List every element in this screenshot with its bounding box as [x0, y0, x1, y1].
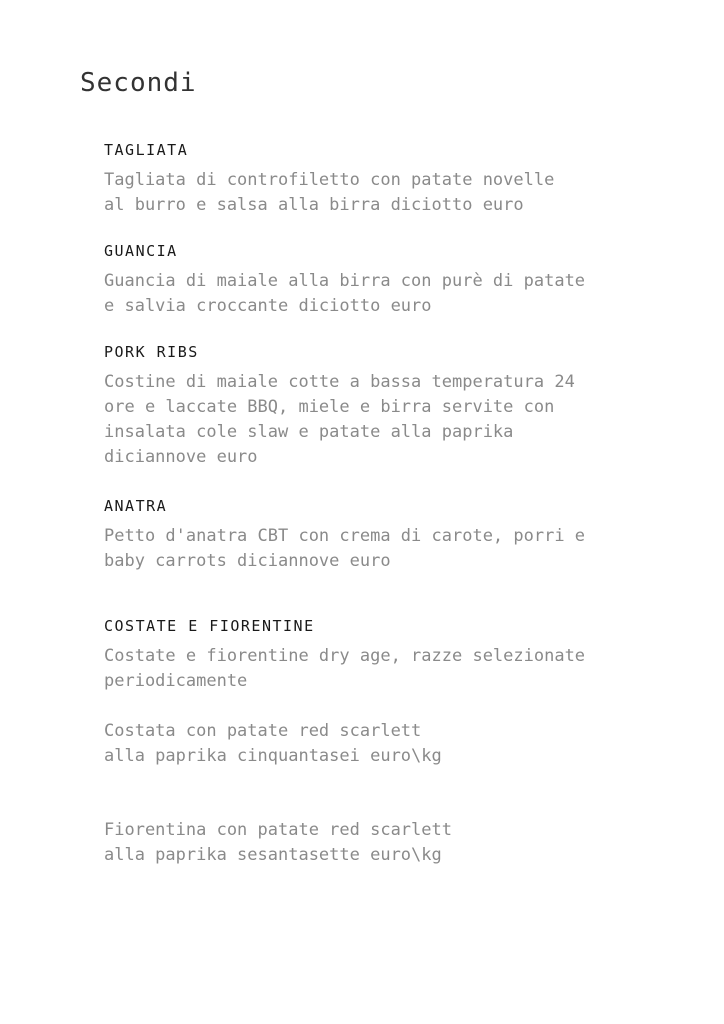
- menu-item-pork-ribs: [104, 342, 704, 470]
- menu-item-description: [104, 719, 704, 769]
- menu-item-name: TAGLIATA: [104, 141, 189, 159]
- menu-item-tagliata: [104, 140, 704, 218]
- description-line: al burro e salsa alla birra diciotto euro: [104, 195, 524, 215]
- menu-item-costate-e-fiorentine: [104, 616, 704, 694]
- menu-item-description: [104, 269, 704, 319]
- menu-item-guancia: [104, 241, 704, 319]
- menu-item-anatra: [104, 496, 704, 574]
- menu-item-costata: [104, 719, 704, 769]
- section-title: Secondi: [80, 68, 197, 98]
- description-line: diciannove euro: [104, 447, 258, 467]
- description-line: alla paprika sesantasette euro\kg: [104, 845, 442, 865]
- menu-item-name: ANATRA: [104, 497, 168, 515]
- description-line: baby carrots diciannove euro: [104, 551, 391, 571]
- menu-item-description: [104, 370, 704, 470]
- description-line: Petto d'anatra CBT con crema di carote, porri e: [104, 526, 586, 546]
- menu-item-description: [104, 168, 704, 218]
- menu-item-fiorentina: [104, 818, 704, 868]
- description-line: Costata con patate red scarlett: [104, 721, 422, 741]
- description-line: Fiorentina con patate red scarlett: [104, 820, 452, 840]
- menu-item-name: GUANCIA: [104, 242, 178, 260]
- description-line: Costate e fiorentine dry age, razze selezionate: [104, 646, 586, 666]
- menu-item-description: [104, 644, 704, 694]
- description-line: alla paprika cinquantasei euro\kg: [104, 746, 442, 766]
- description-line: e salvia croccante diciotto euro: [104, 296, 432, 316]
- menu-item-description: [104, 524, 704, 574]
- menu-item-name: COSTATE E FIORENTINE: [104, 617, 315, 635]
- description-line: Guancia di maiale alla birra con purè di patate: [104, 271, 586, 291]
- menu-item-description: [104, 818, 704, 868]
- description-line: Tagliata di controfiletto con patate novelle: [104, 170, 555, 190]
- description-line: ore e laccate BBQ, miele e birra servite con: [104, 397, 555, 417]
- description-line: Costine di maiale cotte a bassa temperatura 24: [104, 372, 575, 392]
- description-line: insalata cole slaw e patate alla paprika: [104, 422, 514, 442]
- menu-item-name: PORK RIBS: [104, 343, 199, 361]
- description-line: periodicamente: [104, 671, 248, 691]
